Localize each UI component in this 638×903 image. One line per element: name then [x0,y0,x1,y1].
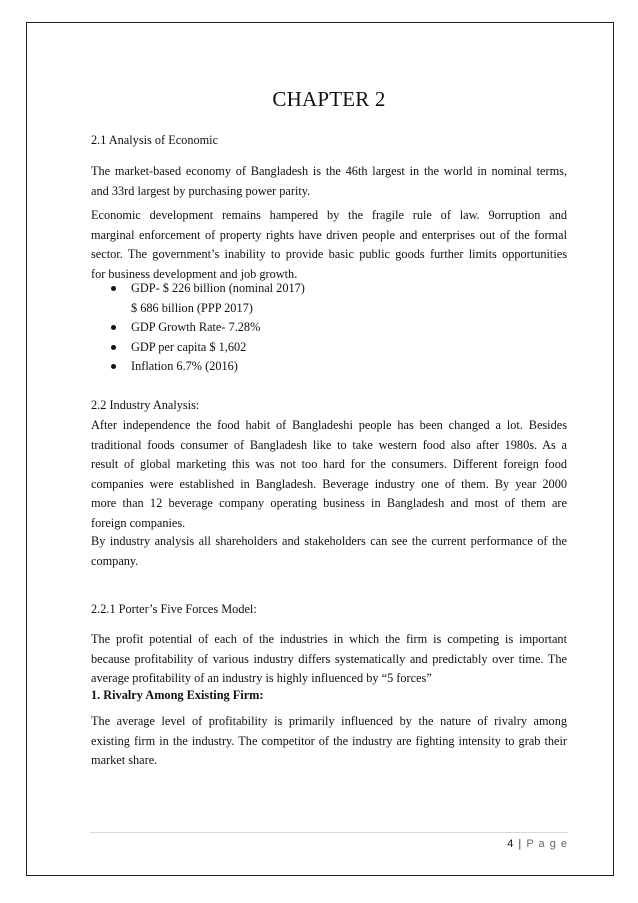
economic-paragraph-1 [91,162,567,201]
list-item-text: Inflation 6.7% (2016) [131,359,238,374]
text-line: result of global marketing this was not too hard for the consumers. Different foreign food [91,457,567,472]
industry-paragraph-2 [91,532,567,571]
chapter-title: CHAPTER 2 [272,87,386,111]
list-item-text: GDP- $ 226 billion (nominal 2017) [131,281,305,295]
text-line: After independence the food habit of Bangladeshi people has been changed a lot. Besides [91,418,567,432]
economic-paragraph-2 [91,206,567,284]
text-line: market share. [91,753,158,768]
sub-heading-rivalry: 1. Rivalry Among Existing Firm: [91,688,264,702]
page-footer [480,838,568,850]
text-line: company. [91,553,139,568]
text-line: traditional foods consumer of Bangladesh like to take western food also after 1980s. As a [91,437,567,452]
industry-paragraph-1 [91,416,567,534]
text-line: existing firm in the industry. The competitor of the industry are fighting intensity to grab their [91,733,567,748]
bullet-icon [111,364,116,369]
list-item-gdp-ppp [91,299,567,319]
text-line: foreign companies. [91,515,186,530]
text-line: Economic development remains hampered by the fragile rule of law. 9orruption and [91,208,567,222]
list-item-inflation [91,357,567,377]
porter-paragraph-2 [91,712,567,771]
text-line: marginal enforcement of property rights have driven people and enterprises out of the formal [91,227,567,242]
text-line: The market-based economy of Bangladesh is the 46th largest in the world in nominal terms, [91,164,567,178]
bullet-icon [111,325,116,330]
porter-paragraph-1 [91,630,567,689]
text-line: By industry analysis all shareholders and stakeholders can see the current performance of the [91,534,567,548]
bullet-icon [111,345,116,350]
economic-indicator-list [91,279,567,377]
list-item-gdp [91,279,567,299]
text-line: The profit potential of each of the industries in which the firm is competing is important [91,632,567,646]
text-line: and 33rd largest by purchasing power parity. [91,183,311,198]
footer-divider [90,832,568,833]
section-heading-porter: 2.2.1 Porter’s Five Forces Model: [91,602,257,616]
text-line: The average level of profitability is primarily influenced by the nature of rivalry among [91,714,567,728]
section-heading-economic: 2.1 Analysis of Economic [91,133,219,147]
text-line: because profitability of various industry differs systematically and predictably over time. The [91,651,567,666]
list-item-growth [91,318,567,338]
page-label: P a g e [526,838,568,850]
list-item-text: GDP per capita $ 1,602 [131,339,247,354]
section-heading-industry: 2.2 Industry Analysis: [91,398,200,412]
text-line: for business development and job growth. [91,266,298,281]
bullet-icon [111,286,116,291]
text-line: companies were established in Bangladesh. Beverage industry one of them. By year 2000 [91,476,567,491]
text-line: average profitability of an industry is highly influenced by “5 forces” [91,671,432,686]
list-item-per-capita [91,338,567,358]
page-number: 4 [507,838,515,850]
text-line: sector. The government’s inability to provide basic public goods further limits opportunities [91,247,567,262]
list-item-text: GDP Growth Rate- 7.28% [131,320,261,335]
list-item-text: $ 686 billion (PPP 2017) [131,300,253,315]
text-line: more than 12 beverage company operating business in Bangladesh and most of them are [91,496,567,511]
footer-separator: | [518,838,523,850]
